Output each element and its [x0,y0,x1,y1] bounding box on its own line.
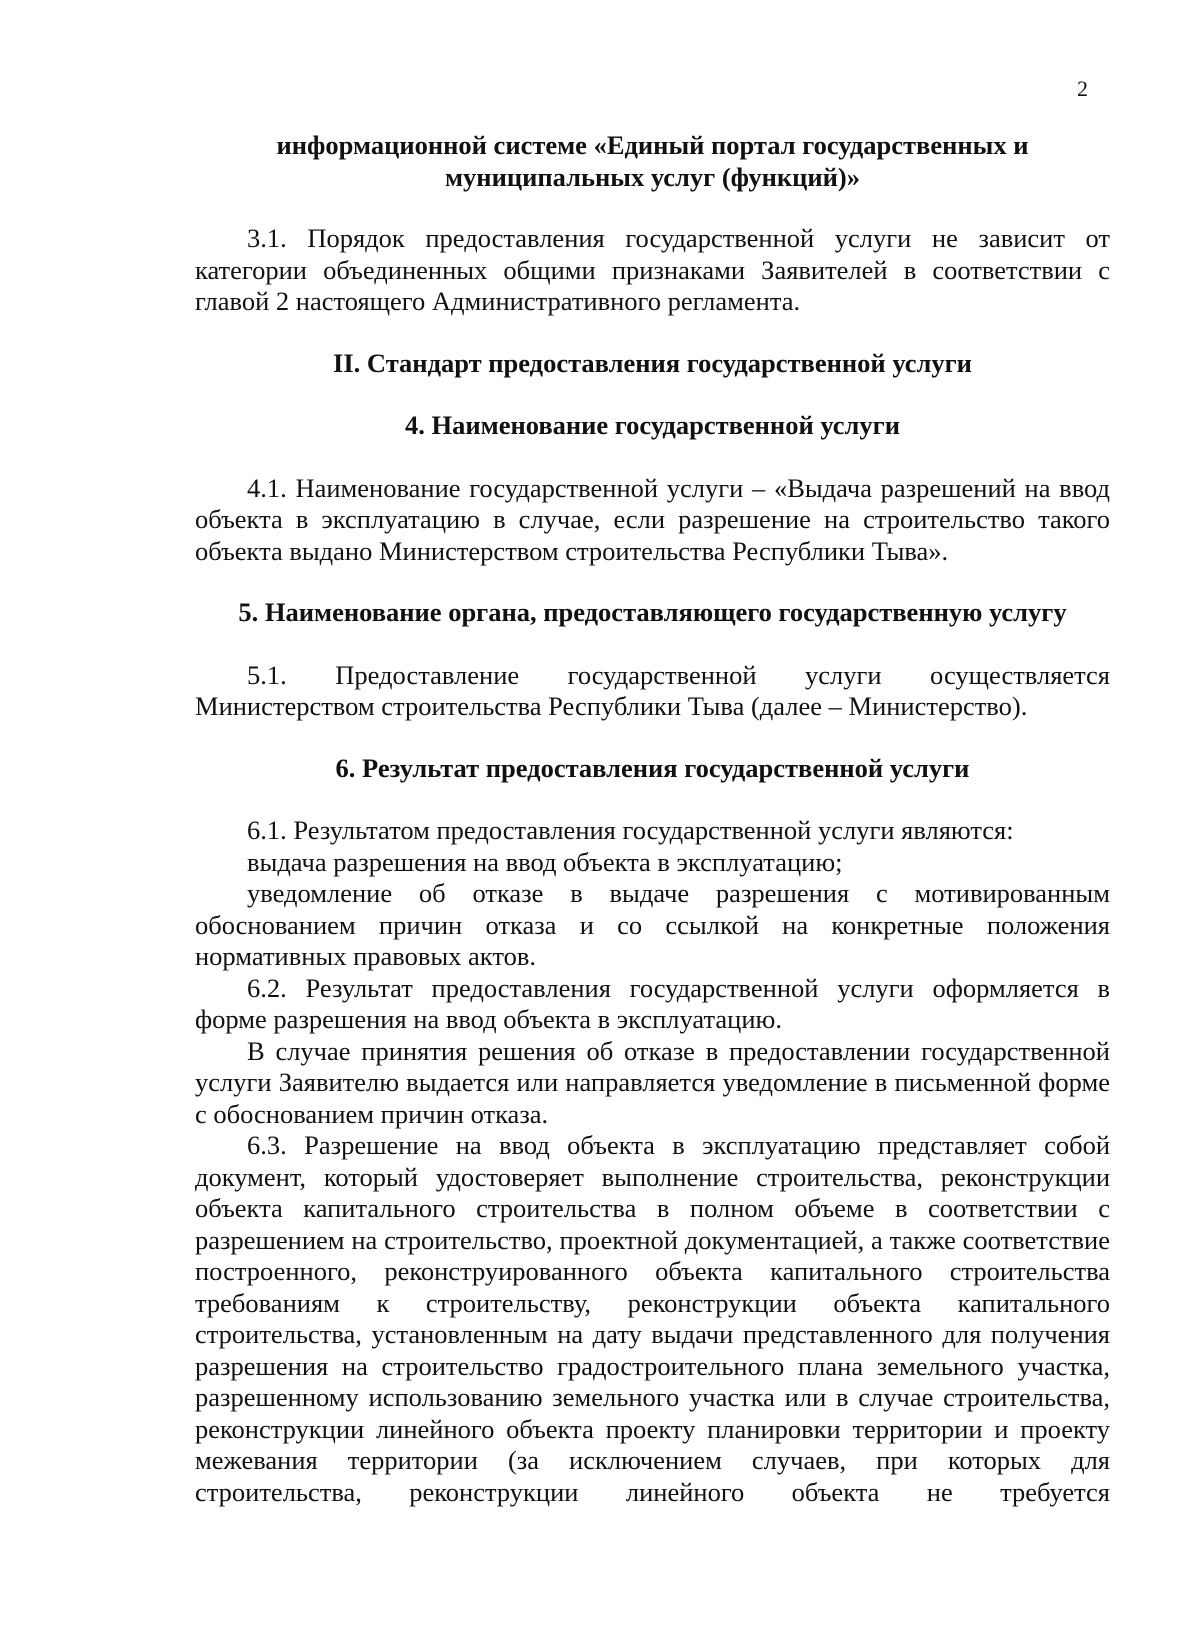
document-body [195,130,1110,1508]
paragraph-3-1: 3.1. Порядок предоставления государственной услуги не зависит от категории объединенных общими признаками Заявителей в соответствии с главой 2 настоящего Административного регламента. [195,223,1110,316]
title-heading: информационной системе «Единый портал государственных и муниципальных услуг (функций)» [276,130,1029,192]
paragraph-6-1-item-2: уведомление об отказе в выдаче разрешения с мотивированным обоснованием причин отказа и со ссылкой на конкретные положения нормативных правовых актов. [195,878,1110,971]
section-5-heading: 5. Наименование органа, предоставляющего государственную услугу [238,597,1067,627]
page-number: 2 [1077,76,1088,101]
section-4-heading: 4. Наименование государственной услуги [405,410,900,440]
paragraph-6-2-refusal: В случае принятия решения об отказе в предоставлении государственной услуги Заявителю выдается или направляется уведомление в письменной форме с обоснованием причин отказа. [195,1035,1110,1129]
paragraph-6-1-item-1: выдача разрешения на ввод объекта в эксплуатацию; [247,846,843,877]
paragraph-6-2: 6.2. Результат предоставления государственной услуги оформляется в форме разрешения на ввод объекта в эксплуатацию. [195,972,1110,1034]
section-ii-heading: II. Стандарт предоставления государственной услуги [333,347,972,378]
section-6-heading: 6. Результат предоставления государственной услуги [335,752,970,783]
paragraph-4-1: 4.1. Наименование государственной услуги – «Выдача разрешений на ввод объекта в эксплуатацию в случае, если разрешение на строительство такого объекта выдано Министерством строительства Республики Тыва». [195,472,1110,566]
paragraph-6-1: 6.1. Результатом предоставления государственной услуги являются: [247,815,1014,845]
paragraph-5-1: 5.1. Предоставление государственной услуги осуществляется Министерством строительства Республики Тыва (далее – Министерство). [195,659,1110,721]
paragraph-6-3: 6.3. Разрешение на ввод объекта в эксплуатацию представляет собой документ, который удостоверяет выполнение строительства, реконструкции объекта капитального строительства в полном объеме в соответствии с разрешением на строительство, проектной документацией, а также соответствие построенного, реконструированного объекта капитального строительства требованиям к строительству, реконструкции объекта капитального строительства, установленным на дату выдачи представленного для получения разрешения на строительство градостроительного плана земельного участка, разрешенному использованию земельного участка или в случае строительства, реконструкции линейного объекта проекту планировки территории и проекту межевания территории (за исключением случаев, при которых для строительства, реконструкции линейного объекта не требуется [195,1130,1110,1507]
